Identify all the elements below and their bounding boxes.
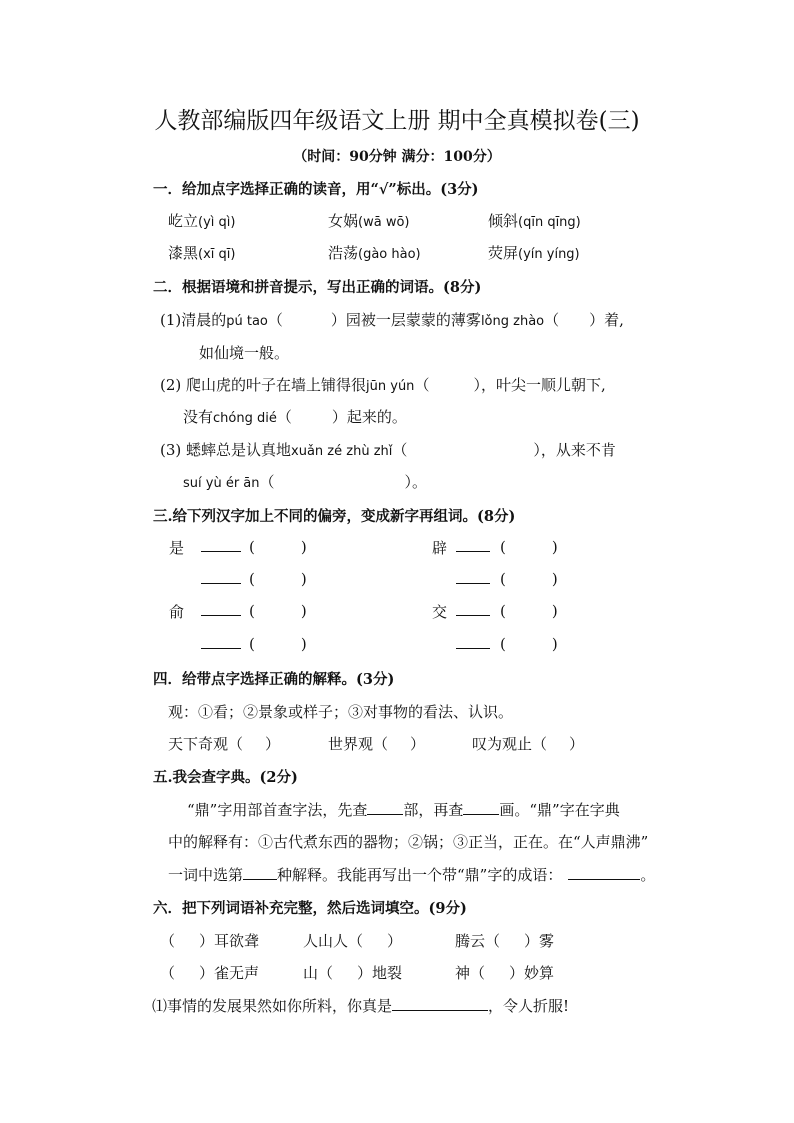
s6-idiom-5[interactable]: 山（ ）地裂 xyxy=(303,964,403,982)
s4-item-3[interactable]: 叹为观止（ ） xyxy=(472,735,585,753)
s6-fill-sentence-1: ⑴事情的发展果然如你所料，你真是 ，令人折服! xyxy=(152,997,570,1015)
s2-q2-line1: (2) 爬山虎的叶子在墙上铺得很jūn yún（ ），叶尖一顺儿朝下, xyxy=(160,376,606,394)
s3-char-jiao: 交 xyxy=(432,603,448,621)
s1-item-2[interactable]: 女娲(wā wō) xyxy=(328,212,410,230)
s2-q2-line2: 没有chóng dié（ ）起来的。 xyxy=(183,408,407,426)
s3-answer-row[interactable]: ( ) xyxy=(456,634,558,653)
s3-char-yu: 俞 xyxy=(169,603,185,621)
s3-answer-row[interactable]: ( ) xyxy=(456,601,558,620)
answer-blank[interactable] xyxy=(392,996,488,1011)
s1-item-3[interactable]: 倾斜(qīn qīng) xyxy=(488,212,581,230)
section-3-heading: 三.给下列汉字加上不同的偏旁，变成新字再组词。(8分) xyxy=(153,508,516,525)
answer-blank[interactable] xyxy=(243,865,277,880)
s1-item-6[interactable]: 荧屏(yín yíng) xyxy=(488,244,580,262)
s6-idiom-6[interactable]: 神（ ）妙算 xyxy=(455,964,555,982)
section-6-heading: 六．把下列词语补充完整，然后选词填空。(9分) xyxy=(153,900,467,917)
s3-answer-row[interactable]: ( ) xyxy=(456,537,558,556)
answer-blank[interactable] xyxy=(568,865,640,880)
s6-idiom-4[interactable]: （ ）雀无声 xyxy=(160,964,260,982)
s2-q3-line2: suí yù ér ān（ ）。 xyxy=(183,473,428,491)
s6-idiom-1[interactable]: （ ）耳欲聋 xyxy=(160,932,260,950)
s1-item-5[interactable]: 浩荡(gào hào) xyxy=(328,244,421,262)
section-2-heading: 二．根据语境和拼音提示，写出正确的词语。(8分) xyxy=(153,279,482,296)
s3-answer-row[interactable]: ( ) xyxy=(201,601,307,620)
s6-idiom-3[interactable]: 腾云（ ）雾 xyxy=(455,932,555,950)
s3-answer-row[interactable]: ( ) xyxy=(201,569,307,588)
s3-answer-row[interactable]: ( ) xyxy=(456,569,558,588)
s5-line2: 中的解释有：①古代煮东西的器物；②锅；③正当，正在。在“人声鼎沸” xyxy=(168,833,649,851)
s2-q1-line1: (1)清晨的pú tao（ ）园被一层蒙蒙的薄雾lǒng zhào（ ）着, xyxy=(160,311,624,329)
s5-line3: 一词中选第 种解释。我能再写出一个带“鼎”字的成语： 。 xyxy=(168,866,656,884)
exam-info: （时间：90分钟 满分：100分） xyxy=(293,149,501,165)
section-4-heading: 四．给带点字选择正确的解释。(3分) xyxy=(153,671,395,688)
s4-definition: 观：①看；②景象或样子；③对事物的看法、认识。 xyxy=(168,703,514,721)
s4-item-1[interactable]: 天下奇观（ ） xyxy=(168,735,281,753)
s3-char-shi: 是 xyxy=(169,539,185,557)
s1-item-4[interactable]: 漆黑(xī qī) xyxy=(168,244,236,262)
s2-q3-line1: (3) 蟋蟀总是认真地xuǎn zé zhù zhǐ（ ），从来不肯 xyxy=(160,441,616,459)
s3-char-pi: 辟 xyxy=(432,539,448,557)
section-5-heading: 五.我会查字典。(2分) xyxy=(153,769,298,786)
s1-item-1[interactable]: 屹立(yì qì) xyxy=(168,212,236,230)
s3-answer-row[interactable]: ( ) xyxy=(201,537,307,556)
answer-blank[interactable] xyxy=(463,800,499,815)
s5-line1: “鼎”字用部首查字法，先查 部，再查 画。“鼎”字在字典 xyxy=(187,801,620,819)
page-title: 人教部编版四年级语文上册 期中全真模拟卷(三) xyxy=(154,108,640,134)
s3-answer-row[interactable]: ( ) xyxy=(201,634,307,653)
answer-blank[interactable] xyxy=(367,800,403,815)
section-1-heading: 一．给加点字选择正确的读音，用“√”标出。(3分) xyxy=(153,181,479,198)
s2-q1-line2: 如仙境一般。 xyxy=(199,344,290,362)
s4-item-2[interactable]: 世界观（ ） xyxy=(328,735,426,753)
s6-idiom-2[interactable]: 人山人（ ） xyxy=(303,932,403,950)
